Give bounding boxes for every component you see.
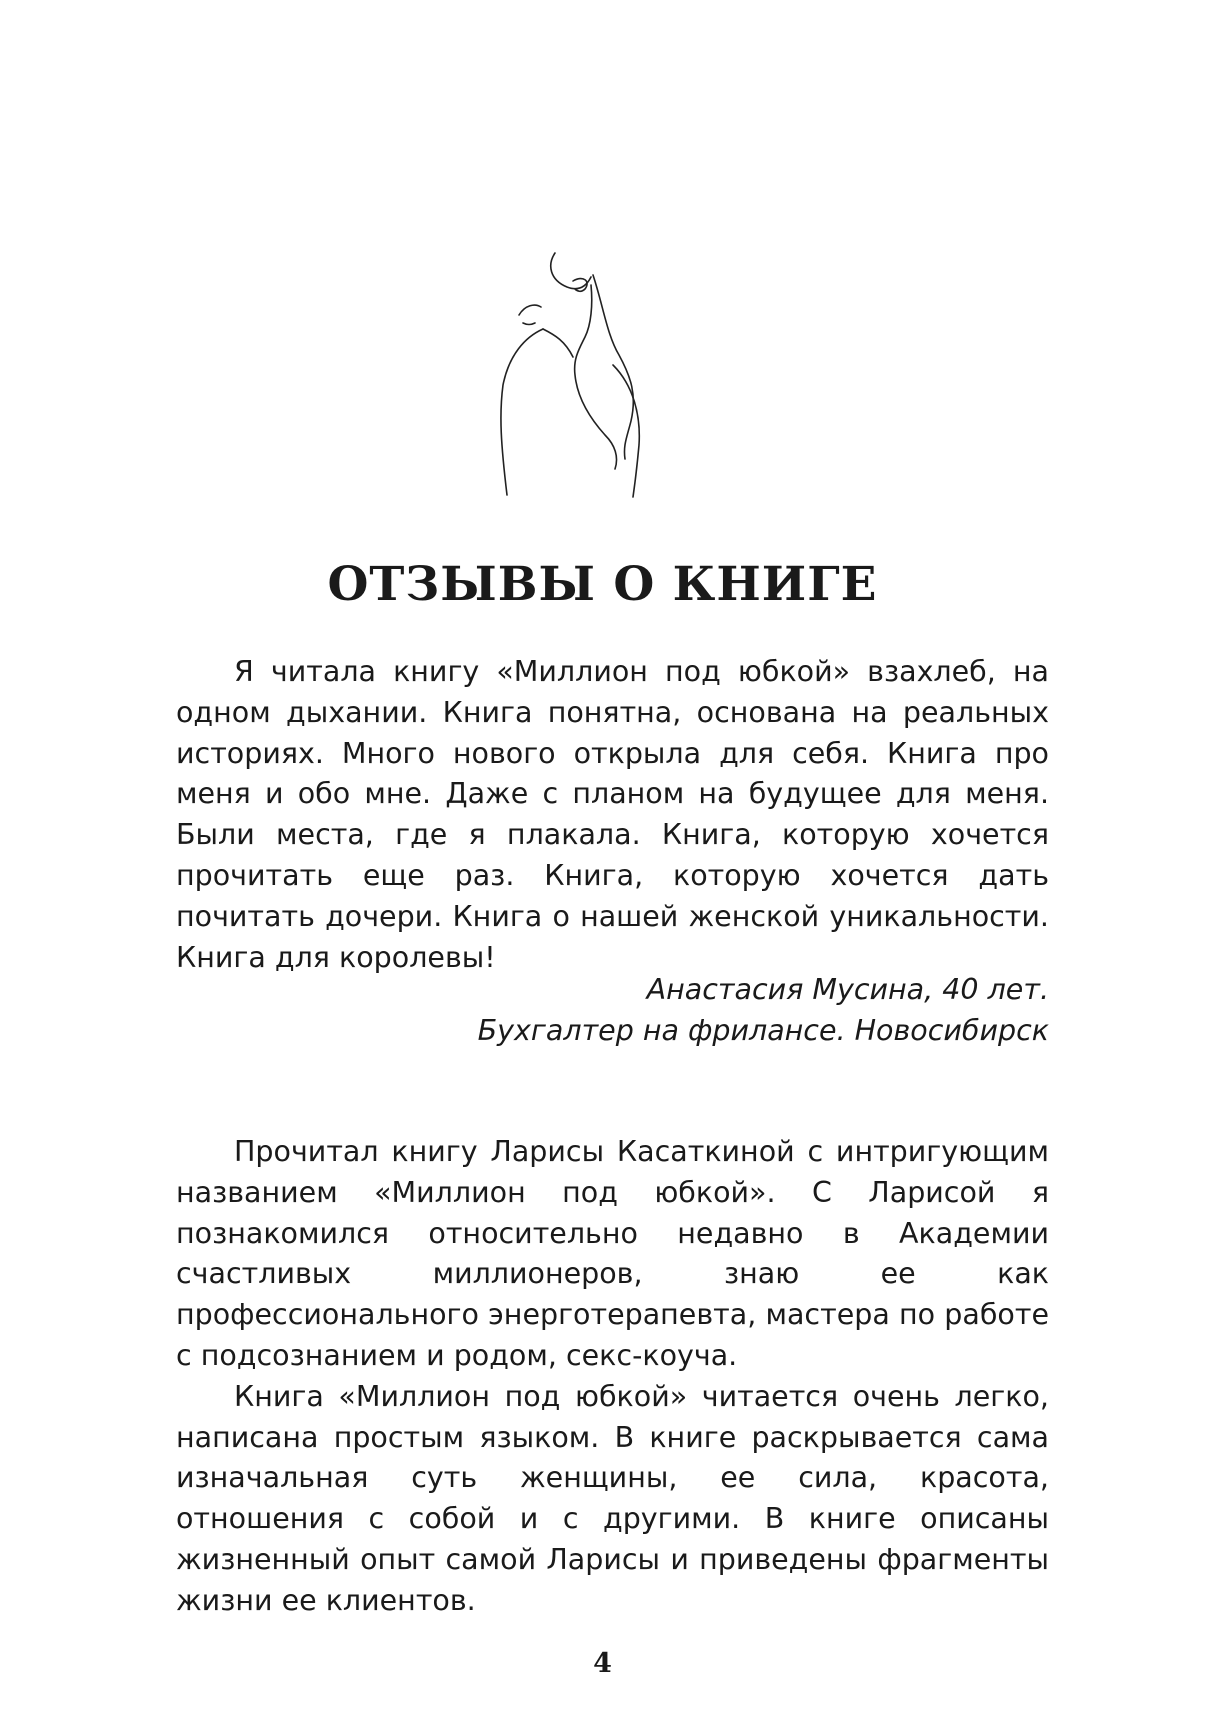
review-2-paragraph-1: Прочитал книгу Ларисы Касаткиной с интригующим названием «Миллион под юбкой». С Ларисой я познакомился относительно недавно в Академии счастливых миллионеров, знаю ее как профессионального энерготерапевта, мастера по работе с подсознанием и родом, секс-коуча.: [176, 1135, 1049, 1372]
page-title: ОТЗЫВЫ О КНИГЕ: [327, 557, 878, 612]
page-number: 4: [593, 1648, 612, 1679]
review-2: [176, 1132, 1049, 1622]
woman-line-art-icon: [495, 245, 735, 500]
review-1-paragraph-1: Я читала книгу «Миллион под юбкой» взахлеб, на одном дыхании. Книга понятна, основана на реальных историях. Много нового открыла для себя. Книга про меня и обо мне. Даже с планом на будущее для меня. Были места, где я плакала. Книга, которую хочется прочитать еще раз. Книга, которую хочется дать почитать дочери. Книга о нашей женской уникальности. Книга для королевы!: [176, 655, 1049, 974]
review-1-author: Анастасия Мусина, 40 лет.: [646, 973, 1049, 1006]
review-1-signature: [149, 970, 1049, 1052]
review-1-author-details: Бухгалтер на фрилансе. Новосибирск: [477, 1013, 1049, 1047]
review-1: [176, 652, 1049, 978]
review-2-paragraph-2: Книга «Миллион под юбкой» читается очень легко, написана простым языком. В книге раскрывается сама изначальная суть женщины, ее сила, красота, отношения с собой и с другими. В книге описаны жизненный опыт самой Ларисы и приведены фрагменты жизни ее клиентов.: [176, 1379, 1049, 1617]
